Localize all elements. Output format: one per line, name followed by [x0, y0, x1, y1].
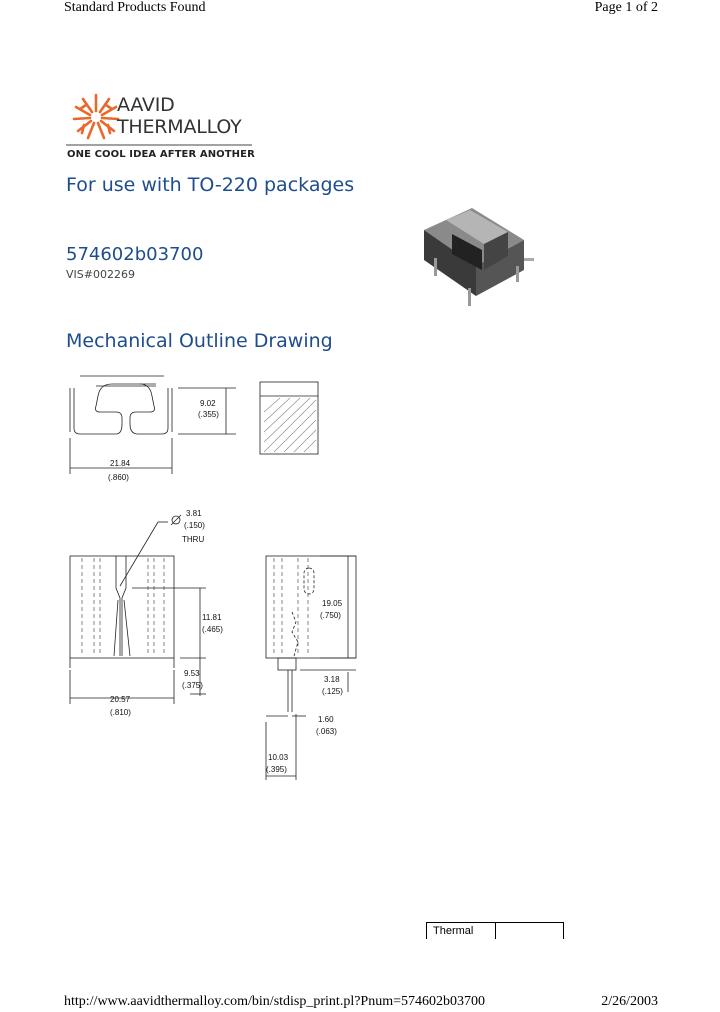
dim-10-03: 10.03: [268, 753, 289, 762]
dim-9-53: 9.53: [184, 669, 200, 678]
dim-19-05: 19.05: [322, 599, 343, 608]
brand-name-line2: THERMALLOY: [117, 116, 242, 138]
vis-number: VIS#002269: [66, 268, 135, 281]
dim-10-03-in: (.395): [266, 765, 287, 774]
page-header-pagenum: Page 1 of 2: [594, 0, 658, 15]
mechanical-outline-drawing: [60, 372, 380, 792]
brand-name-line1: AAVID: [117, 94, 175, 116]
page-footer-url[interactable]: http://www.aavidthermalloy.com/bin/stdisp_print.pl?Pnum=574602b03700: [64, 994, 485, 1009]
dim-11-81-in: (.465): [202, 625, 223, 634]
section-title: Mechanical Outline Drawing: [66, 330, 333, 352]
dim-21-84-in: (.860): [108, 473, 129, 482]
spec-table-header: [426, 922, 564, 939]
page-header-title: Standard Products Found: [64, 0, 206, 15]
dim-9-53-in: (.375): [182, 681, 203, 690]
dim-hole-dia-in: (.150): [184, 521, 205, 530]
brand-tagline: ONE COOL IDEA AFTER ANOTHER: [67, 149, 255, 160]
dim-11-81: 11.81: [202, 613, 222, 622]
dim-1-60-in: (.063): [316, 727, 337, 736]
page-footer-date: 2/26/2003: [601, 994, 658, 1009]
dim-3-18: 3.18: [324, 675, 340, 684]
spec-table-col-thermal: Thermal: [433, 925, 474, 937]
dim-hole-thru: THRU: [182, 535, 205, 544]
dim-21-84: 21.84: [110, 459, 131, 468]
product-subtitle: For use with TO-220 packages: [66, 174, 355, 196]
dim-19-05-in: (.750): [320, 611, 341, 620]
dim-20-57-in: (.810): [110, 708, 131, 717]
dim-9-02-in: (.355): [198, 410, 219, 419]
spec-table-col-blank: [495, 923, 564, 939]
dim-20-57: 20.57: [110, 695, 131, 704]
dim-9-02: 9.02: [200, 399, 216, 408]
dim-1-60: 1.60: [318, 715, 334, 724]
dim-hole-dia: 3.81: [186, 509, 202, 518]
dim-3-18-in: (.125): [322, 687, 343, 696]
product-photo: [412, 200, 542, 320]
part-number: 574602b03700: [66, 244, 204, 265]
